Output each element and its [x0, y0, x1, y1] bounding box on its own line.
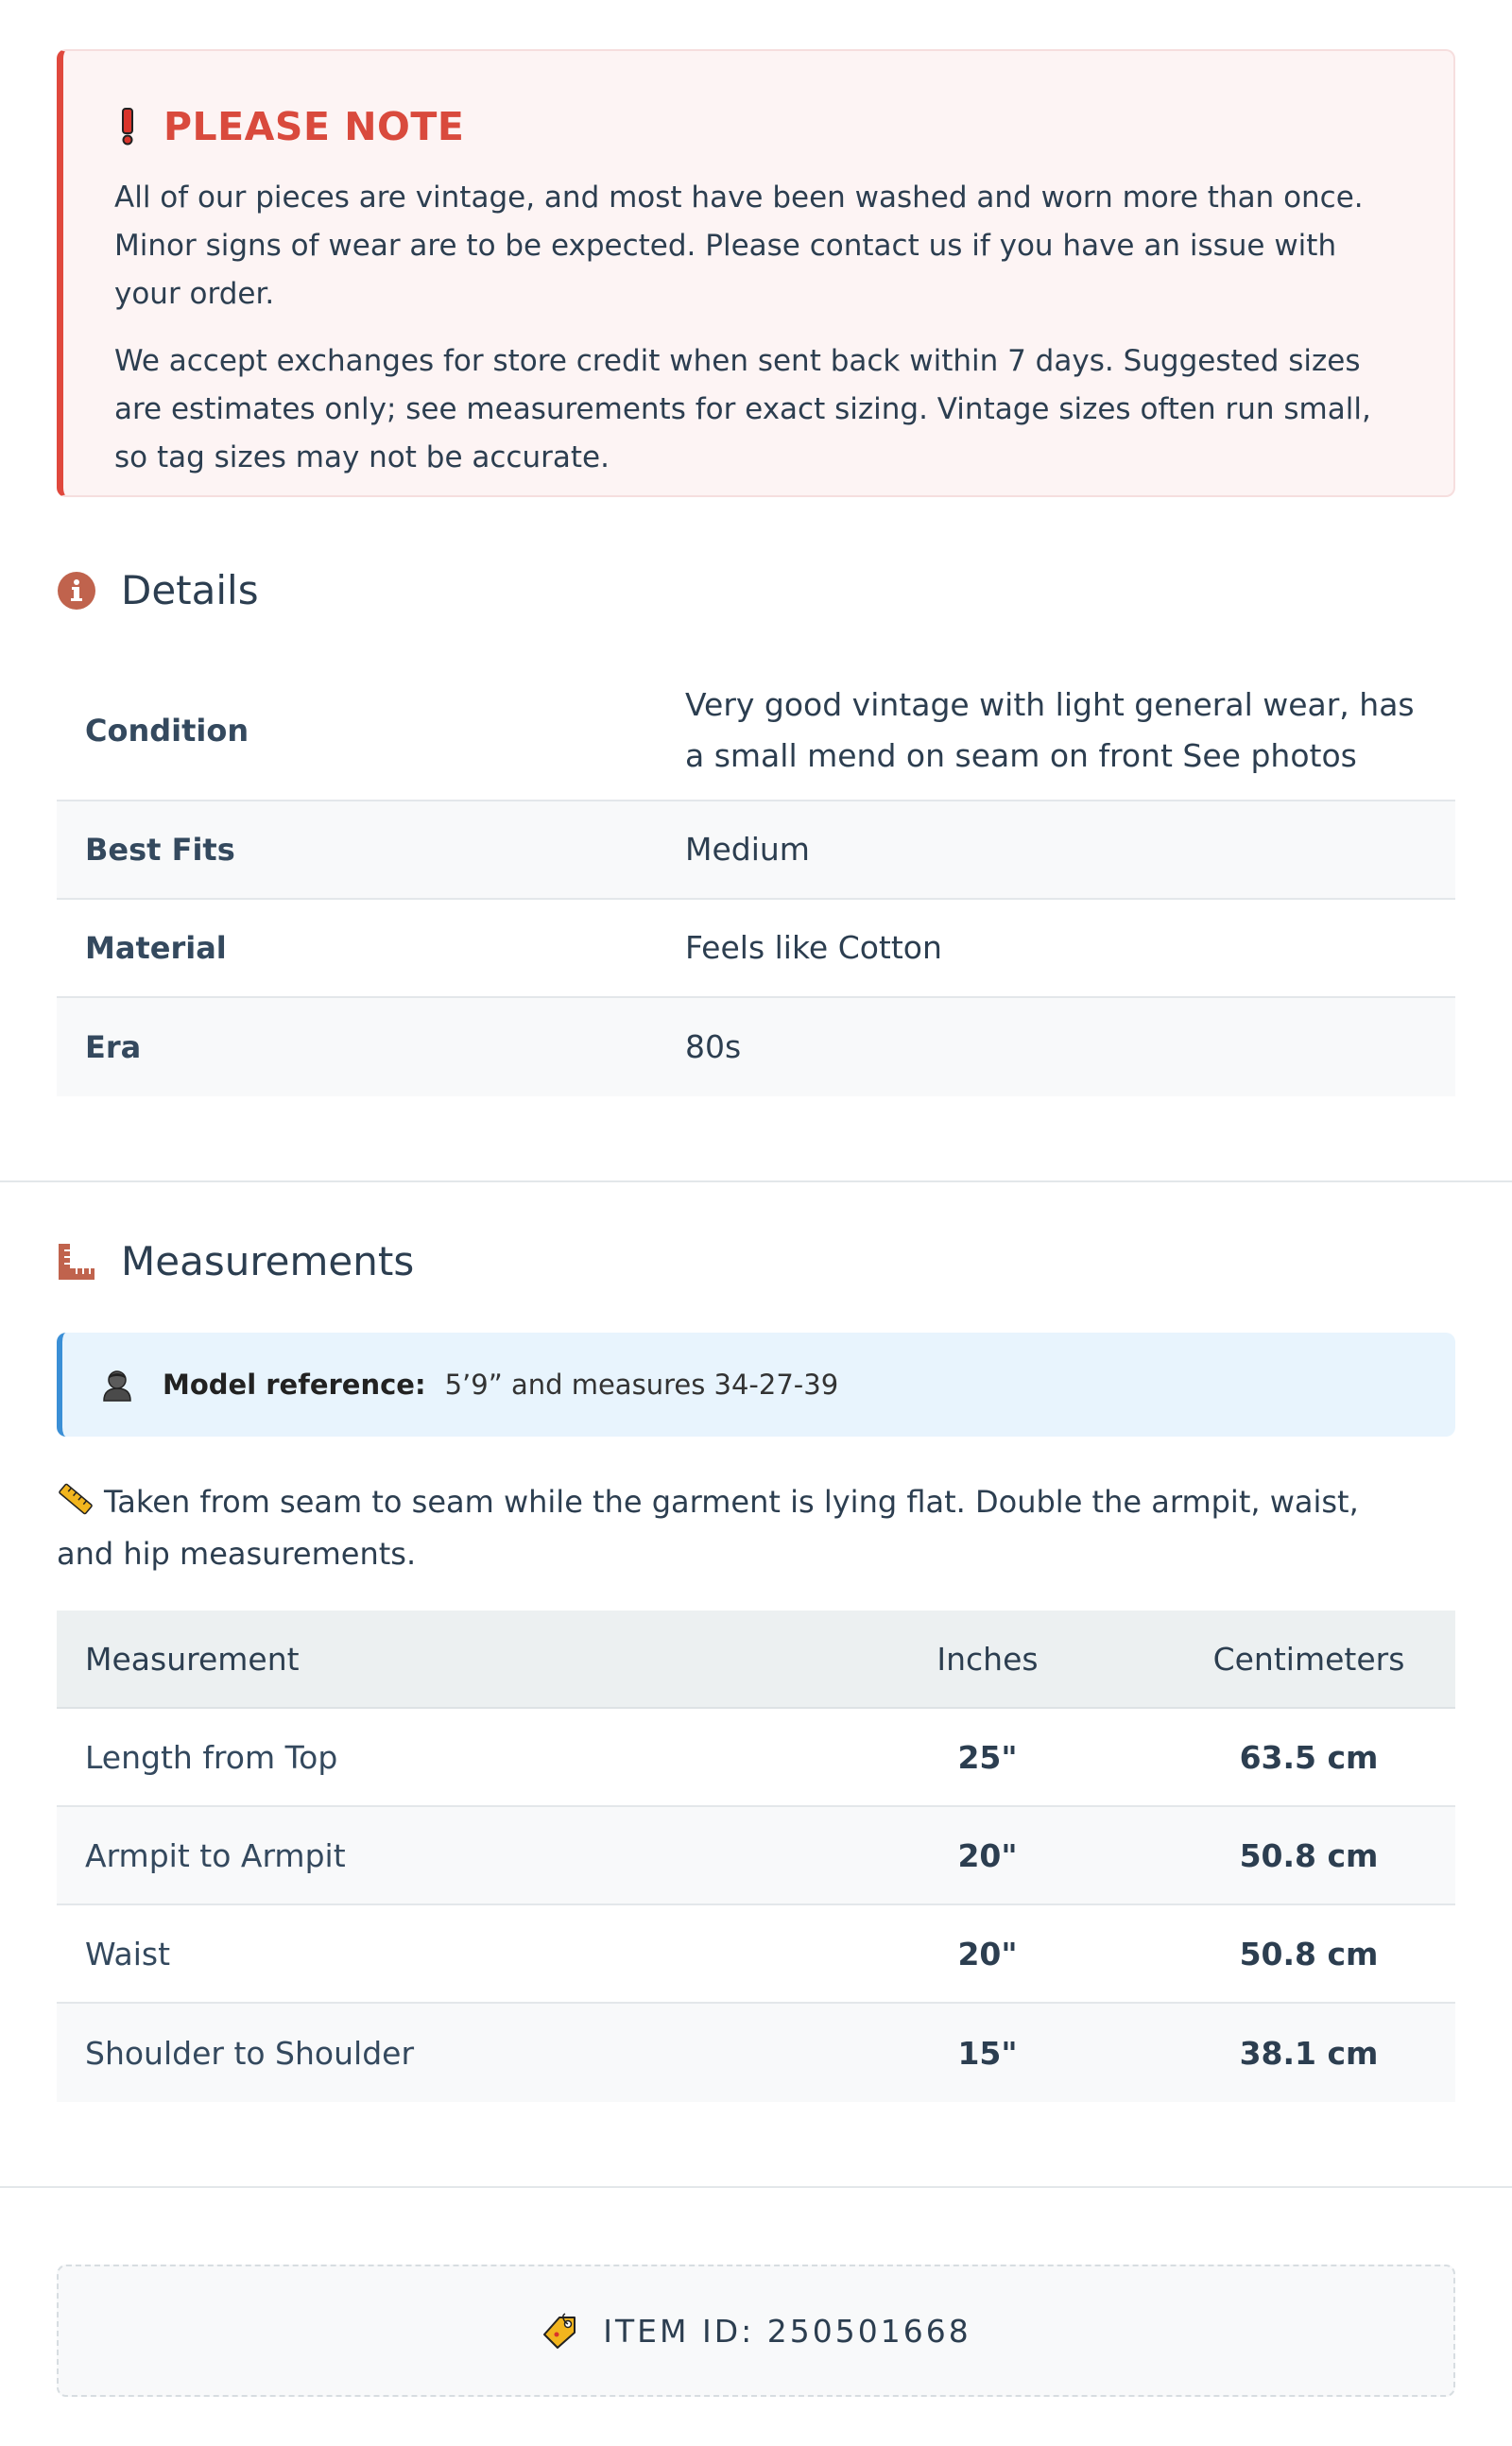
details-label: Material	[85, 930, 227, 966]
notice-title: PLEASE NOTE	[163, 104, 465, 149]
price-tag-icon	[541, 2312, 578, 2350]
pencil-ruler-icon	[57, 1482, 94, 1530]
measurement-inches: 20"	[957, 1935, 1018, 1972]
section-divider	[0, 1180, 1512, 1182]
details-row-best-fits	[57, 801, 1455, 900]
measurement-name: Shoulder to Shoulder	[85, 2034, 415, 2072]
measurements-title: Measurements	[121, 1238, 415, 1284]
details-value: Very good vintage with light general wear, has a small mend on seam on front See photos	[685, 686, 1415, 774]
notice-paragraph: We accept exchanges for store credit when sent back within 7 days. Suggested sizes are estimates only; see measurements for exact sizing. Vintage sizes often run small, so tag sizes may not be accurate.	[114, 344, 1371, 474]
details-value: Feels like Cotton	[685, 929, 942, 966]
table-row	[57, 2004, 1455, 2102]
person-icon	[100, 1368, 134, 1402]
details-label: Condition	[85, 713, 249, 749]
model-reference-box	[57, 1333, 1455, 1437]
details-row-era	[57, 998, 1455, 1096]
measurements-table	[57, 1611, 1455, 2102]
table-row	[57, 1709, 1455, 1807]
ruler-icon	[57, 1242, 96, 1282]
notice-paragraph: All of our pieces are vintage, and most have been washed and worn more than once. Minor signs of wear are to be expected. Please contact us if you have an issue with your order.	[114, 181, 1364, 311]
item-id-text: ITEM ID: 250501668	[603, 2312, 971, 2350]
measurement-note-text: Taken from seam to seam while the garment is lying flat. Double the armpit, waist, and hip measurements.	[57, 1484, 1359, 1572]
details-value: Medium	[685, 831, 810, 868]
column-header-measurement: Measurement	[85, 1640, 300, 1678]
item-id-box	[57, 2265, 1455, 2397]
table-row	[57, 1807, 1455, 1905]
details-title: Details	[121, 567, 259, 613]
measurement-cm: 63.5 cm	[1239, 1738, 1379, 1776]
details-row-condition	[57, 662, 1455, 801]
details-label: Best Fits	[85, 832, 235, 868]
measurement-cm: 50.8 cm	[1239, 1836, 1379, 1874]
please-note-box	[57, 49, 1455, 497]
details-table	[57, 662, 1455, 1096]
details-value: 80s	[685, 1028, 742, 1065]
model-reference-value: 5’9” and measures 34-27-39	[444, 1369, 839, 1401]
measurement-note	[57, 1478, 1418, 1578]
measurement-name: Waist	[85, 1935, 171, 1972]
model-reference-label: Model reference:	[163, 1369, 426, 1401]
section-divider	[0, 2186, 1512, 2188]
measurement-inches: 20"	[957, 1836, 1018, 1874]
measurement-cm: 50.8 cm	[1239, 1935, 1379, 1972]
info-icon	[57, 571, 96, 611]
details-label: Era	[85, 1029, 142, 1065]
measurements-heading	[57, 1238, 414, 1284]
notice-header	[114, 104, 1402, 149]
measurement-name: Armpit to Armpit	[85, 1836, 346, 1874]
table-header-row	[57, 1611, 1455, 1709]
measurement-name: Length from Top	[85, 1738, 338, 1776]
measurement-inches: 25"	[957, 1738, 1018, 1776]
exclamation-icon	[114, 108, 141, 146]
details-heading	[57, 567, 259, 613]
column-header-centimeters: Centimeters	[1212, 1640, 1405, 1678]
column-header-inches: Inches	[936, 1640, 1039, 1678]
measurement-inches: 15"	[957, 2034, 1018, 2072]
details-row-material	[57, 900, 1455, 998]
table-row	[57, 1905, 1455, 2004]
measurement-cm: 38.1 cm	[1239, 2034, 1379, 2072]
